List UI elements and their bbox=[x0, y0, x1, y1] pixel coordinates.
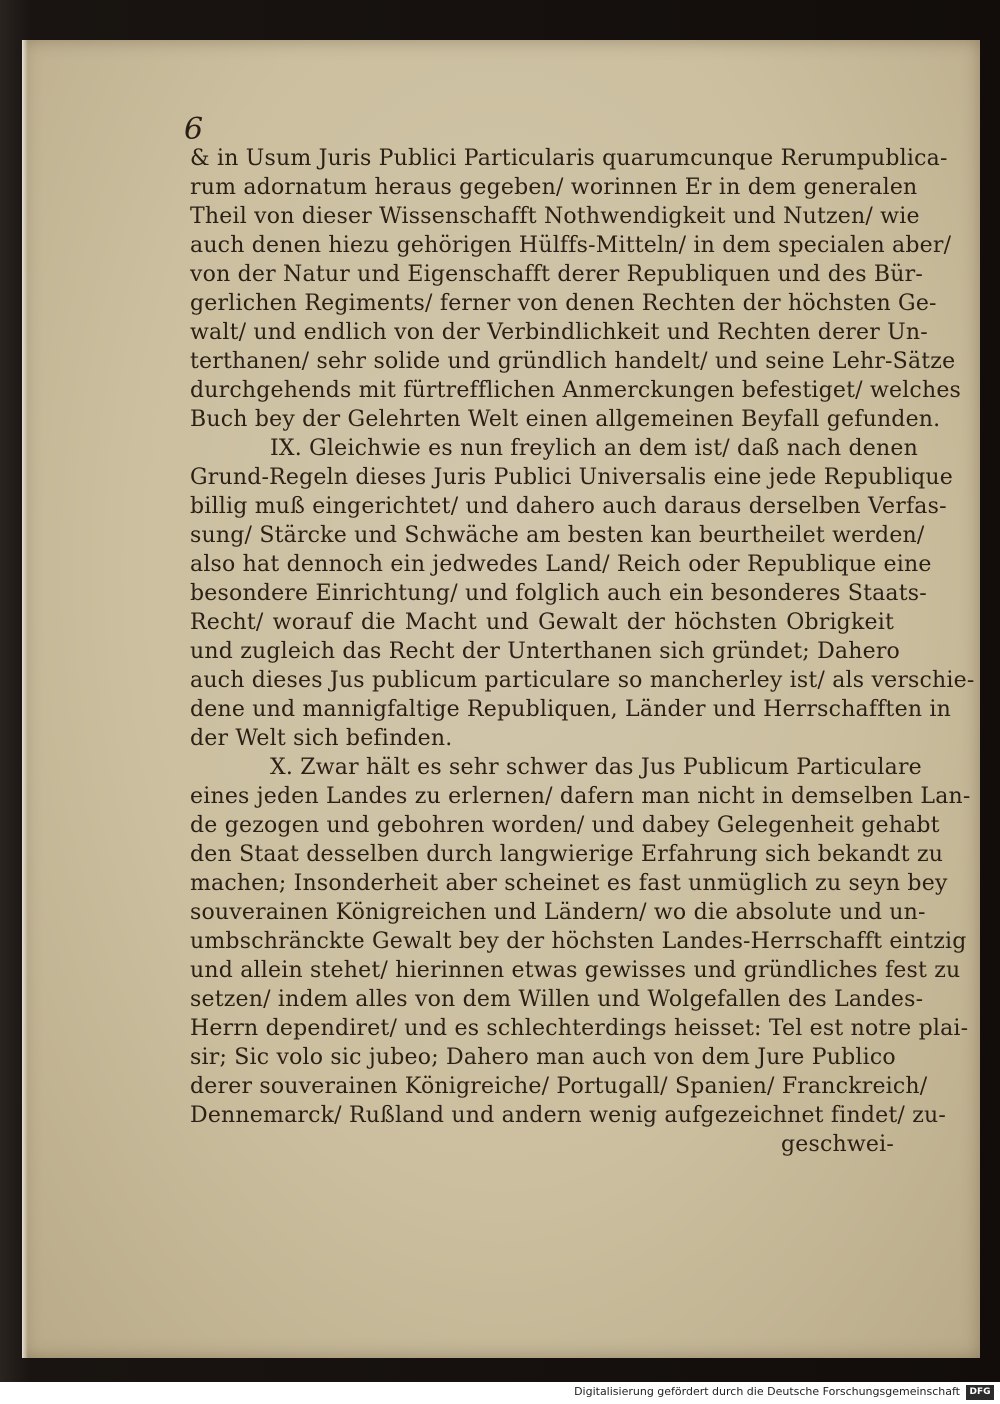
text-line: machen; Insonderheit aber scheinet es fast unmüglich zu seyn bey bbox=[190, 871, 948, 896]
text-line: Grund-Regeln dieses Juris Publici Universalis eine jede Republique bbox=[190, 465, 953, 490]
paragraph-start-x: X. Zwar hält es sehr schwer das Jus Publicum Particulare bbox=[270, 755, 922, 780]
text-line: und zugleich das Recht der Unterthanen sich gründet; Dahero bbox=[190, 639, 900, 664]
text-line: sir; Sic volo sic jubeo; Dahero man auch von dem Jure Publico bbox=[190, 1045, 896, 1070]
text-line: umbschränckte Gewalt bey der höchsten Landes-Herrschafft eintzig bbox=[190, 929, 967, 954]
text-line: eines jeden Landes zu erlernen/ dafern man nicht in demselben Lan- bbox=[190, 784, 971, 809]
page-number: 6 bbox=[184, 112, 204, 147]
text-line: & in Usum Juris Publici Particularis quarumcunque Rerumpublica- bbox=[190, 146, 948, 171]
text-line: walt/ und endlich von der Verbindlichkeit und Rechten derer Un- bbox=[190, 320, 928, 345]
text-line: auch dieses Jus publicum particulare so mancherley ist/ als verschie- bbox=[190, 668, 975, 693]
dfg-logo-icon: DFG bbox=[966, 1385, 994, 1400]
text-line: und allein stehet/ hierinnen etwas gewisses und gründliches fest zu bbox=[190, 958, 961, 983]
text-line: derer souverainen Königreiche/ Portugall/ Spanien/ Franckreich/ bbox=[190, 1074, 928, 1099]
text-line: besondere Einrichtung/ und folglich auch ein besonderes Staats- bbox=[190, 581, 927, 606]
text-line: Theil von dieser Wissenschafft Nothwendigkeit und Nutzen/ wie bbox=[190, 204, 920, 229]
text-line: de gezogen und gebohren worden/ und dabey Gelegenheit gehabt bbox=[190, 813, 940, 838]
text-line: dene und mannigfaltige Republiquen, Länder und Herrschafften in bbox=[190, 697, 951, 722]
text-line: Dennemarck/ Rußland und andern wenig aufgezeichnet findet/ zu- bbox=[190, 1103, 946, 1128]
funding-credit: Digitalisierung gefördert durch die Deutsche Forschungsgemeinschaft bbox=[574, 1385, 960, 1398]
footer-bar bbox=[0, 1382, 1000, 1404]
page-edge bbox=[22, 40, 28, 1358]
catchword: geschwei- bbox=[780, 1132, 894, 1157]
text-line: Herrn dependiret/ und es schlechterdings heisset: Tel est notre plai- bbox=[190, 1016, 969, 1041]
text-line: Buch bey der Gelehrten Welt einen allgemeinen Beyfall gefunden. bbox=[190, 407, 941, 432]
text-line: also hat dennoch ein jedwedes Land/ Reich oder Republique eine bbox=[190, 552, 932, 577]
text-line: sung/ Stärcke und Schwäche am besten kan beurtheilet werden/ bbox=[190, 523, 925, 548]
text-line: billig muß eingerichtet/ und dahero auch daraus derselben Verfas- bbox=[190, 494, 947, 519]
text-line: von der Natur und Eigenschafft derer Republiquen und des Bür- bbox=[190, 262, 923, 287]
paragraph-start-ix: IX. Gleichwie es nun freylich an dem ist/ daß nach denen bbox=[270, 436, 918, 461]
text-line: setzen/ indem alles von dem Willen und Wolgefallen des Landes- bbox=[190, 987, 924, 1012]
text-line: Recht/ worauf die Macht und Gewalt der höchsten Obrigkeit bbox=[190, 610, 894, 635]
text-line: den Staat desselben durch langwierige Erfahrung sich bekandt zu bbox=[190, 842, 944, 867]
text-line: gerlichen Regiments/ ferner von denen Rechten der höchsten Ge- bbox=[190, 291, 937, 316]
text-line: souverainen Königreichen und Ländern/ wo die absolute und un- bbox=[190, 900, 926, 925]
text-line: durchgehends mit fürtrefflichen Anmerckungen befestiget/ welches bbox=[190, 378, 962, 403]
text-line: auch denen hiezu gehörigen Hülffs-Mitteln/ in dem specialen aber/ bbox=[190, 233, 952, 258]
text-line: rum adornatum heraus gegeben/ worinnen Er in dem generalen bbox=[190, 175, 918, 200]
text-line: terthanen/ sehr solide und gründlich handelt/ und seine Lehr-Sätze bbox=[190, 349, 956, 374]
text-line: der Welt sich befinden. bbox=[190, 726, 453, 751]
